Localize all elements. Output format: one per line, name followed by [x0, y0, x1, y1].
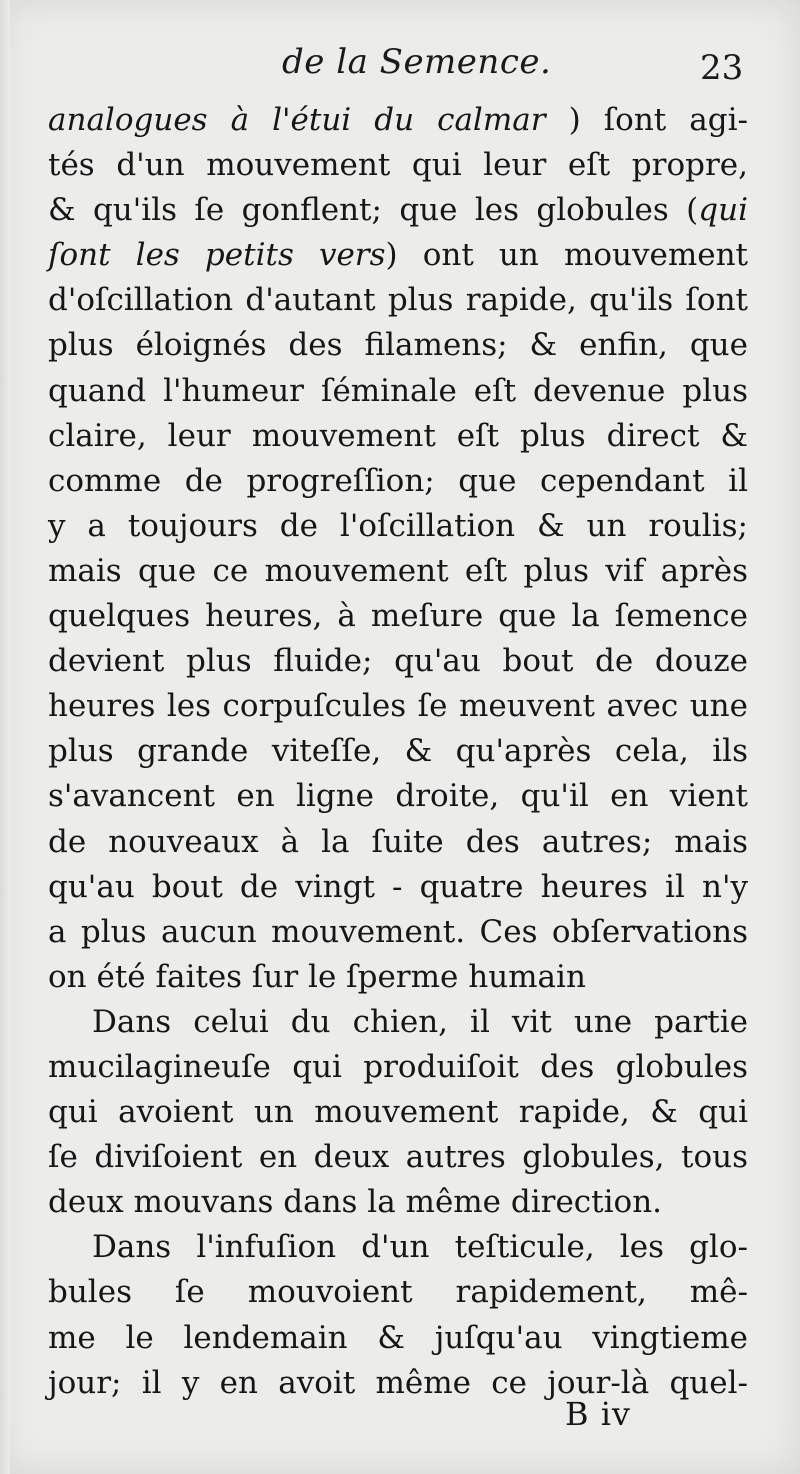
text-line: comme de progreſſion; que cependant il	[48, 462, 748, 499]
text-line: analogues à l'étui du calmar ) ſont agi-	[48, 102, 748, 138]
page-edge-shadow	[0, 0, 10, 1474]
paragraph-start-line: Dans l'infuſion d'un teſticule, les glo-	[92, 1229, 748, 1266]
text-line: jour; il y en avoit même ce jour-là quel-	[48, 1364, 748, 1401]
text-line: tés d'un mouvement qui leur eſt propre,	[48, 147, 748, 184]
text-line: me le lendemain & juſqu'au vingtieme	[48, 1319, 748, 1356]
text-line: s'avancent en ligne droite, qu'il en vient	[48, 778, 748, 815]
running-title: de la Semence.	[282, 42, 552, 82]
text-line: plus grande viteſſe, & qu'après cela, ils	[48, 733, 748, 770]
text-line: ſont les petits vers) ont un mouvement	[48, 237, 748, 274]
page-number: 23	[700, 48, 744, 88]
body-text	[48, 98, 748, 1406]
text-line: heures les corpuſcules ſe meuvent avec une	[48, 688, 748, 725]
text-line: qu'au bout de vingt - quatre heures il n'y	[48, 868, 748, 905]
text-line: ſe diviſoient en deux autres globules, tous	[48, 1139, 748, 1176]
text-line: quand l'humeur ſéminale eſt devenue plus	[48, 372, 748, 409]
paragraph-start-line: Dans celui du chien, il vit une partie	[92, 1003, 748, 1040]
text-line: devient plus fluide; qu'au bout de douze	[48, 643, 748, 680]
text-line: mucilagineuſe qui produiſoit des globules	[48, 1048, 748, 1085]
text-line: & qu'ils ſe gonflent; que les globules (qui	[48, 192, 748, 229]
running-head	[0, 42, 800, 92]
text-line: de nouveaux à la ſuite des autres; mais	[48, 823, 748, 860]
text-line: bules ſe mouvoient rapidement, mê-	[48, 1274, 748, 1311]
text-line: y a toujours de l'oſcillation & un roulis;	[48, 507, 748, 544]
text-line: qui avoient un mouvement rapide, & qui	[48, 1094, 748, 1131]
text-line: d'oſcillation d'autant plus rapide, qu'ils ſont	[48, 282, 748, 319]
text-line: quelques heures, à meſure que la ſemence	[48, 598, 748, 635]
text-line: mais que ce mouvement eſt plus vif après	[48, 552, 748, 589]
text-line: claire, leur mouvement eſt plus direct &	[48, 417, 748, 454]
paragraph-end-line: on été faites ſur le ſperme humain	[48, 958, 586, 995]
text-line: plus éloignés des filamens; & enfin, que	[48, 327, 748, 364]
signature-mark: B iv	[565, 1395, 631, 1433]
paragraph-end-line: deux mouvans dans la même direction.	[48, 1184, 663, 1221]
text-line: a plus aucun mouvement. Ces obſervations	[48, 913, 748, 950]
